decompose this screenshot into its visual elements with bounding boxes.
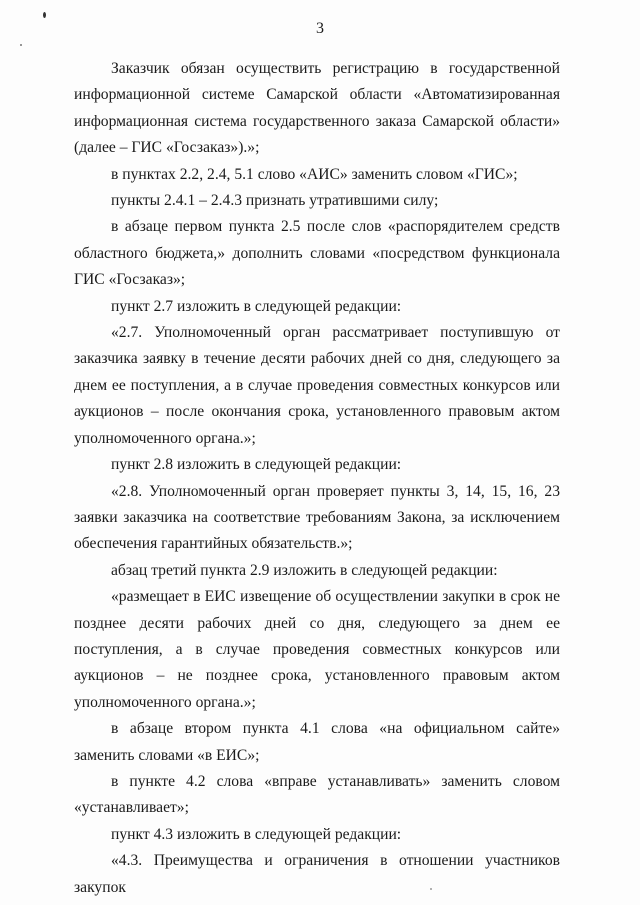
paragraph-point-2-9-intro: абзац третий пункта 2.9 изложить в следующей редакции:	[111, 561, 498, 579]
paragraph-void-points: пункты 2.4.1 – 2.4.3 признать утратившими силу;	[111, 192, 439, 210]
paragraph-point-4-3-intro: пункт 4.3 изложить в следующей редакции:	[111, 825, 402, 843]
paragraph-registration-gis: Заказчик обязан осуществить регистрацию в государственной информационной системе Самарской области «Автоматизированная информационная система государственного заказа Самарской области» (далее – ГИС «Госзаказ»).»;	[74, 60, 560, 157]
page-number: 3	[316, 20, 324, 37]
paragraph-point-2-7-text: «2.7. Уполномоченный орган рассматривает поступившую от заказчика заявку в течение десяти рабочих дней со дня, следующего за днем ее поступления, а в случае проведения совместных конкурсов или аукционов – после окончания срока, установленного правовым актом уполномоченного органа.»;	[74, 324, 560, 447]
scan-speck	[43, 12, 46, 18]
paragraph-point-2-8-intro: пункт 2.8 изложить в следующей редакции:	[111, 456, 402, 474]
paragraph-point-2-8-text: «2.8. Уполномоченный орган проверяет пункты 3, 14, 15, 16, 23 заявки заказчика на соответствие требованиям Закона, за исключением обеспечения гарантийных обязательств.»;	[74, 482, 560, 553]
paragraph-point-4-3-text: «4.3. Преимущества и ограничения в отношении участников закупок	[74, 852, 560, 896]
document-body	[74, 56, 560, 901]
paragraph-replace-ais: в пунктах 2.2, 2.4, 5.1 слово «АИС» заменить словом «ГИС»;	[111, 165, 518, 183]
paragraph-point-2-5: в абзаце первом пункта 2.5 после слов «распорядителем средств областного бюджета,» дополнить словами «посредством функционала ГИС «Госзаказ»;	[74, 218, 560, 289]
paragraph-point-4-2: в пункте 4.2 слова «вправе устанавливать» заменить словом «устанавливает»;	[74, 772, 560, 817]
paragraph-point-2-7-intro: пункт 2.7 изложить в следующей редакции:	[111, 297, 402, 315]
scan-speck	[20, 44, 22, 46]
paragraph-point-4-1: в абзаце втором пункта 4.1 слова «на официальном сайте» заменить словами «в ЕИС»;	[74, 720, 560, 764]
paragraph-point-2-9-text: «размещает в ЕИС извещение об осуществлении закупки в срок не позднее десяти рабочих дней со дня, следующего за днем ее поступления, а в случае проведения совместных конкурсов или аукционов – не позднее срока, установленного правовым актом уполномоченного органа.»;	[74, 588, 560, 711]
